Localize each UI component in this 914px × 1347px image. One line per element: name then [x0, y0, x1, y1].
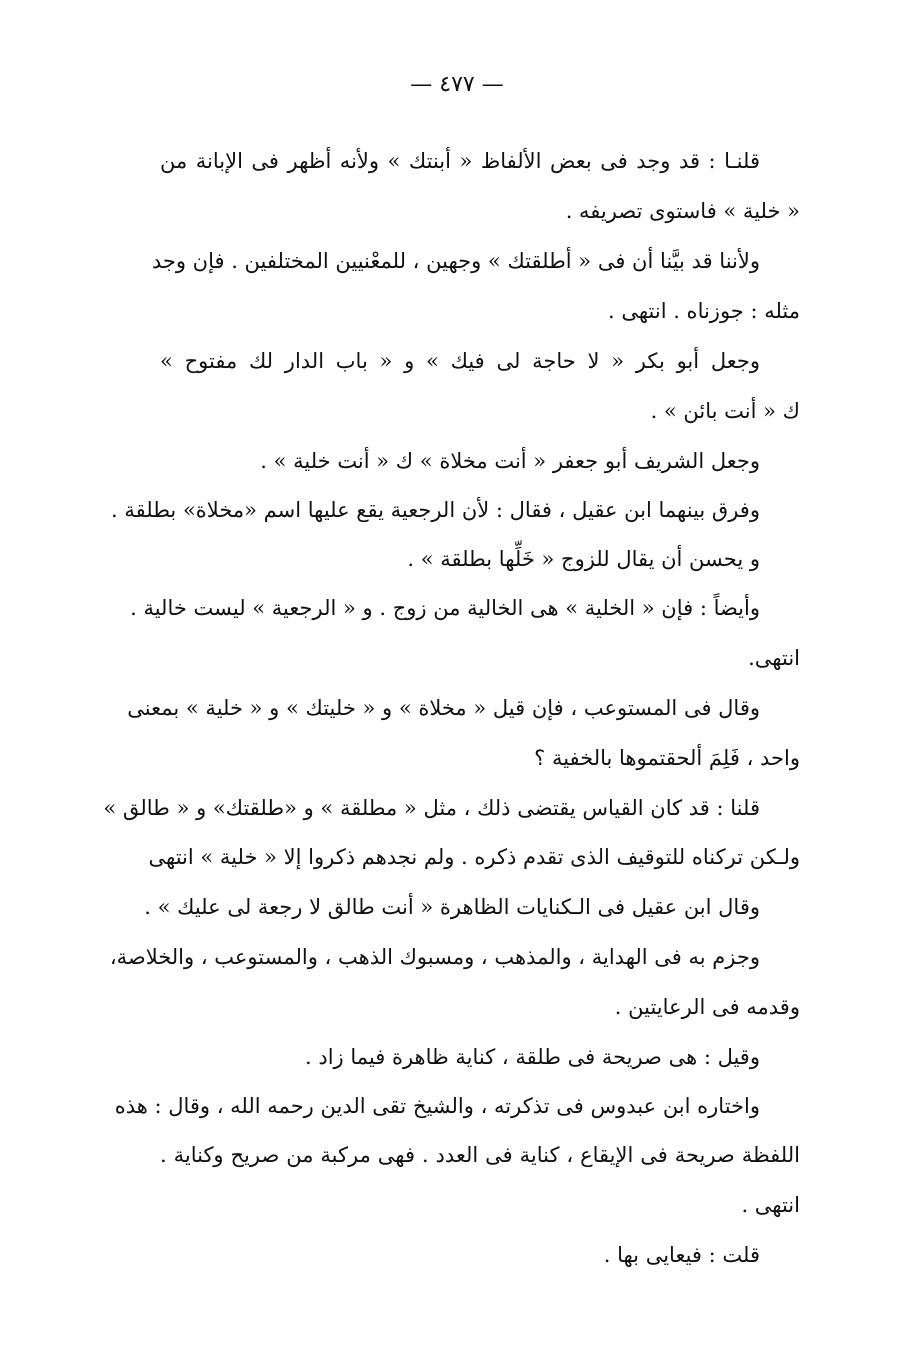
text-line: انتهى.: [748, 646, 800, 670]
text-line: اللفظة صريحة فى الإيقاع ، كناية فى العدد . فهى مركبة من صريح وكناية .: [160, 1143, 800, 1167]
text-line: ك « أنت بائن » .: [650, 399, 800, 423]
text-line: وقال فى المستوعب ، فإن قيل « مخلاة » و « خليتك » و « خلية » بمعنى: [127, 696, 760, 720]
text-line: وجعل الشريف أبو جعفر « أنت مخلاة » ك « أنت خلية » .: [260, 449, 760, 473]
text-line: وقيل : هى صريحة فى طلقة ، كناية ظاهرة فيما زاد .: [305, 1045, 760, 1069]
text-line: وجعل أبو بكر « لا حاجة لى فيك » و « باب الدار لك مفتوح »: [160, 349, 760, 373]
text-line: قلنـا : قد وجد فى بعض الألفاظ « أبنتك » ولأنه أظهر فى الإبانة من: [160, 149, 760, 173]
text-line: وقال ابن عقيل فى الـكنايات الظاهرة « أنت طالق لا رجعة لى عليك » .: [144, 895, 760, 919]
text-line: وأيضاً : فإن « الخلية » هى الخالية من زوج . و « الرجعية » ليست خالية .: [130, 596, 760, 620]
text-line: « خلية » فاستوى تصريفه .: [565, 199, 800, 223]
text-line: ولـكن تركناه للتوقيف الذى تقدم ذكره . ولم نجدهم ذكروا إلا « خلية » انتهى: [148, 845, 800, 869]
text-line: وفرق بينهما ابن عقيل ، فقال : لأن الرجعية يقع عليها اسم «مخلاة» بطلقة .: [111, 498, 760, 522]
text-line: ولأننا قد بيَّنا أن فى « أطلقتك » وجهين ، للمعْنيين المختلفين . فإن وجد: [151, 249, 760, 273]
text-line: وجزم به فى الهداية ، والمذهب ، ومسبوك الذهب ، والمستوعب ، والخلاصة،: [109, 945, 760, 969]
text-line: قلنا : قد كان القياس يقتضى ذلك ، مثل « مطلقة » و «طلقتك» و « طالق »: [103, 796, 760, 820]
page-number: — ٤٧٧ —: [410, 72, 504, 97]
text-line: و يحسن أن يقال للزوج « خَلِّها بطلقة » .: [407, 547, 760, 571]
text-line: واختاره ابن عبدوس فى تذكرته ، والشيخ تقى الدين رحمه الله ، وقال : هذه: [114, 1094, 760, 1118]
text-line: قلت : فيعايى بها .: [603, 1243, 760, 1267]
text-line: انتهى .: [741, 1193, 800, 1217]
text-line: واحد ، فَلِمَ ألحقتموها بالخفية ؟: [534, 746, 800, 770]
text-line: مثله : جوزناه . انتهى .: [607, 299, 800, 323]
text-line: وقدمه فى الرعايتين .: [614, 995, 800, 1019]
